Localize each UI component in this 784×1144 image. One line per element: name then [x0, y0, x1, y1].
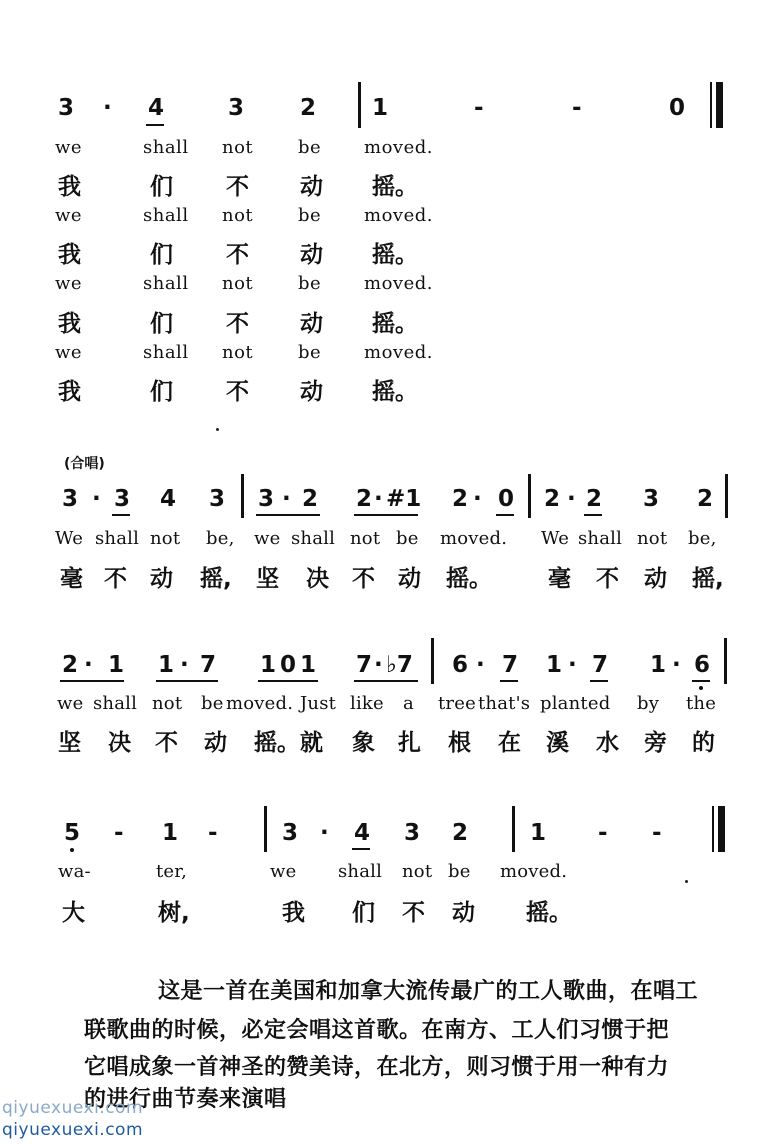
barline [512, 806, 515, 852]
note: 1 [650, 652, 667, 678]
eighth-underline [354, 680, 418, 682]
lyric-en: that's [478, 693, 531, 714]
paragraph-line: 这是一首在美国和加拿大流传最广的工人歌曲，在唱工 [158, 979, 699, 1004]
barline [241, 474, 244, 518]
note: 6 [452, 652, 469, 678]
lyric-zh: 们 [150, 174, 173, 200]
lyric-en: moved. [226, 693, 294, 714]
lyric-zh: 动 [644, 566, 667, 592]
lyric-en: not [152, 693, 183, 714]
note: 2 [452, 820, 469, 846]
note-dot: · [180, 652, 189, 678]
note: 2 [62, 652, 79, 678]
lyric-en: We [55, 528, 84, 549]
note: 2 [697, 486, 714, 512]
lyric-zh: 们 [150, 311, 173, 337]
note: 0 [669, 95, 686, 121]
final-barline-thick [716, 82, 723, 128]
lyric-en: like [350, 693, 384, 714]
eighth-underline [692, 680, 710, 682]
lyric-zh: 扎 [398, 730, 421, 756]
barline [431, 638, 434, 684]
lyric-zh: 水 [596, 730, 619, 756]
lyric-en: be [298, 205, 322, 226]
chorus-label: (合唱) [64, 456, 105, 472]
lyric-zh: 我 [58, 379, 81, 405]
lyric-zh: 我 [58, 311, 81, 337]
lyric-en: shall [338, 861, 383, 882]
note: 1 [162, 820, 179, 846]
note-dot: · [568, 652, 577, 678]
note: 3 [404, 820, 421, 846]
note-dot: · [282, 486, 291, 512]
lyric-en: not [350, 528, 381, 549]
lyric-zh: 摇, [692, 566, 724, 592]
lyric-zh: 不 [226, 379, 249, 405]
lyric-zh: 摇。 [372, 379, 418, 405]
note: 1 [108, 652, 125, 678]
lyric-zh: 摇, [200, 566, 232, 592]
note-sharp: #1 [386, 486, 422, 512]
paragraph-line-clipped [84, 1080, 784, 1112]
eighth-underline [354, 514, 418, 516]
lyric-en: not [222, 205, 254, 226]
eighth-underline [60, 680, 124, 682]
eighth-underline [258, 680, 318, 682]
dash: - [652, 820, 662, 846]
lyric-zh: 决 [108, 730, 131, 756]
lyric-zh: 不 [352, 566, 375, 592]
lyric-en: moved. [364, 137, 433, 158]
final-barline-thin [712, 806, 714, 852]
barline [528, 474, 531, 518]
lyric-zh: 象 [352, 730, 375, 756]
lyric-zh: 决 [306, 566, 329, 592]
note: 7 [200, 652, 217, 678]
lyric-en: shall [578, 528, 623, 549]
note: 7 [592, 652, 609, 678]
note: 1 [530, 820, 547, 846]
dash: - [208, 820, 218, 846]
barline [724, 638, 727, 684]
lyric-zh: 动 [300, 242, 323, 268]
note: 5 [64, 820, 81, 846]
dash: - [572, 95, 582, 121]
lyric-en: we [55, 342, 83, 363]
note-dot: · [567, 486, 576, 512]
barline [358, 82, 361, 128]
note: 1 [260, 652, 277, 678]
note-dot: · [476, 652, 485, 678]
note: 3 [114, 486, 131, 512]
lyric-zh: 不 [226, 311, 249, 337]
lyric-en: We [541, 528, 570, 549]
lyric-en: be, [688, 528, 717, 549]
note-dot: · [672, 652, 681, 678]
eighth-underline [146, 124, 164, 126]
barline [264, 806, 267, 852]
note: 3 [643, 486, 660, 512]
lyric-zh: 就 [300, 730, 323, 756]
lyric-zh: 动 [300, 379, 323, 405]
lyric-zh: 旁 [644, 730, 667, 756]
lyric-zh: 我 [282, 900, 305, 926]
lyric-zh: 动 [452, 900, 475, 926]
lyric-en: be [396, 528, 419, 549]
dash: - [598, 820, 608, 846]
note-dot: · [320, 820, 329, 846]
lyric-zh: 的 [692, 730, 715, 756]
stray-dot [685, 880, 688, 883]
lyric-zh: 大 [62, 900, 85, 926]
note: 2 [544, 486, 561, 512]
lyric-en: a [403, 693, 414, 714]
lyric-en: not [222, 273, 254, 294]
note: 1 [300, 652, 317, 678]
lyric-zh: 们 [150, 379, 173, 405]
lyric-en: we [55, 205, 83, 226]
note: 0 [498, 486, 515, 512]
site-watermark: qiyuexuexi.com [2, 1120, 143, 1140]
lyric-zh: 不 [104, 566, 127, 592]
note: 2 [586, 486, 603, 512]
lyric-en: moved. [364, 273, 433, 294]
lyric-zh: 毫 [548, 566, 571, 592]
note: 3 [209, 486, 226, 512]
lyric-zh: 摇。 [372, 311, 418, 337]
note: 7 [356, 652, 373, 678]
note: 0 [280, 652, 297, 678]
barline [725, 474, 728, 518]
eighth-underline [496, 514, 514, 516]
eighth-underline [352, 848, 370, 850]
lyric-en: shall [143, 137, 189, 158]
eighth-underline [500, 680, 518, 682]
note: 1 [372, 95, 389, 121]
final-barline-thin [710, 82, 712, 128]
lyric-zh: 我 [58, 242, 81, 268]
lyric-en: not [150, 528, 181, 549]
lyric-en: we [55, 273, 83, 294]
lyric-en: be [298, 342, 322, 363]
lyric-zh: 摇。 [372, 174, 418, 200]
lyric-en: not [222, 137, 254, 158]
eighth-underline [156, 680, 218, 682]
lyric-en: we [270, 861, 297, 882]
lyric-en: wa- [58, 861, 91, 882]
paragraph-line: 联歌曲的时候，必定会唱这首歌。在南方、工人们习惯于把 [84, 1018, 670, 1043]
lyric-zh: 毫 [60, 566, 83, 592]
lyric-zh: 不 [402, 900, 425, 926]
lyric-en: not [637, 528, 668, 549]
note: 3 [282, 820, 299, 846]
lyric-en: we [55, 137, 83, 158]
eighth-underline [590, 680, 608, 682]
note-dot: · [473, 486, 482, 512]
lyric-en: moved. [440, 528, 508, 549]
lyric-zh: 们 [352, 900, 375, 926]
lyric-zh: 动 [300, 311, 323, 337]
note: 3 [58, 95, 75, 121]
eighth-underline [256, 514, 320, 516]
lyric-zh: 摇。 [526, 900, 572, 926]
stray-dot [216, 428, 219, 431]
note-dot: · [84, 652, 93, 678]
watermark-text: qiyuexuexi.com [2, 1098, 143, 1118]
lower-octave-dot [70, 848, 74, 852]
lyric-zh: 摇。 [372, 242, 418, 268]
lyric-zh: 不 [226, 242, 249, 268]
note: 3 [62, 486, 79, 512]
note: 7 [502, 652, 519, 678]
lyric-en: moved. [364, 342, 433, 363]
lyric-zh: 在 [498, 730, 521, 756]
note: 2 [300, 95, 317, 121]
note: 1 [546, 652, 563, 678]
lyric-zh: 我 [58, 174, 81, 200]
lyric-en: planted [540, 693, 611, 714]
lyric-zh: 动 [150, 566, 173, 592]
dash: - [114, 820, 124, 846]
note: 4 [160, 486, 177, 512]
note: 2 [356, 486, 373, 512]
lyric-en: shall [143, 273, 189, 294]
paragraph-line: 的进行曲节奏来演唱 [84, 1087, 287, 1112]
lyric-en: not [402, 861, 433, 882]
lyric-zh: 摇。 [446, 566, 492, 592]
note: 2 [452, 486, 469, 512]
note-dot: · [103, 95, 112, 121]
lyric-en: ter, [156, 861, 188, 882]
note: 3 [258, 486, 275, 512]
lyric-en: moved. [364, 205, 433, 226]
lyric-zh: 坚 [58, 730, 81, 756]
note-dot: · [374, 652, 383, 678]
lyric-en: moved. [500, 861, 568, 882]
lyric-en: Just [300, 693, 337, 714]
lyric-zh: 不 [226, 174, 249, 200]
final-barline-thick [718, 806, 725, 852]
note-dot: · [92, 486, 101, 512]
lyric-en: be [298, 273, 322, 294]
note-flat: ♭7 [386, 652, 413, 678]
dash: - [474, 95, 484, 121]
lyric-en: shall [143, 205, 189, 226]
note: 6 [694, 652, 711, 678]
note: 4 [354, 820, 371, 846]
lyric-en: shall [291, 528, 336, 549]
note: 2 [302, 486, 319, 512]
lyric-zh: 们 [150, 242, 173, 268]
lower-octave-dot [699, 686, 703, 690]
note: 4 [148, 95, 165, 121]
eighth-underline [112, 514, 130, 516]
lyric-en: be [298, 137, 322, 158]
lyric-en: we [254, 528, 281, 549]
note-dot: · [374, 486, 383, 512]
lyric-zh: 动 [204, 730, 227, 756]
lyric-en: shall [143, 342, 189, 363]
lyric-zh: 不 [155, 730, 178, 756]
note: 3 [228, 95, 245, 121]
lyric-zh: 溪 [546, 730, 569, 756]
lyric-zh: 坚 [256, 566, 279, 592]
lyric-en: by [637, 693, 660, 714]
lyric-zh: 摇。 [254, 730, 300, 756]
lyric-en: be, [206, 528, 235, 549]
lyric-zh: 不 [596, 566, 619, 592]
lyric-en: not [222, 342, 254, 363]
lyric-en: be [201, 693, 224, 714]
lyric-zh: 动 [398, 566, 421, 592]
lyric-en: shall [93, 693, 138, 714]
paragraph-line: 它唱成象一首神圣的赞美诗，在北方，则习惯于用一种有力 [84, 1055, 670, 1080]
note: 1 [158, 652, 175, 678]
eighth-underline [584, 514, 602, 516]
lyric-zh: 动 [300, 174, 323, 200]
lyric-en: be [448, 861, 471, 882]
lyric-zh: 根 [448, 730, 471, 756]
lyric-zh: 树, [158, 900, 190, 926]
lyric-en: we [57, 693, 84, 714]
lyric-en: tree [438, 693, 476, 714]
lyric-en: shall [95, 528, 140, 549]
lyric-en: the [686, 693, 717, 714]
